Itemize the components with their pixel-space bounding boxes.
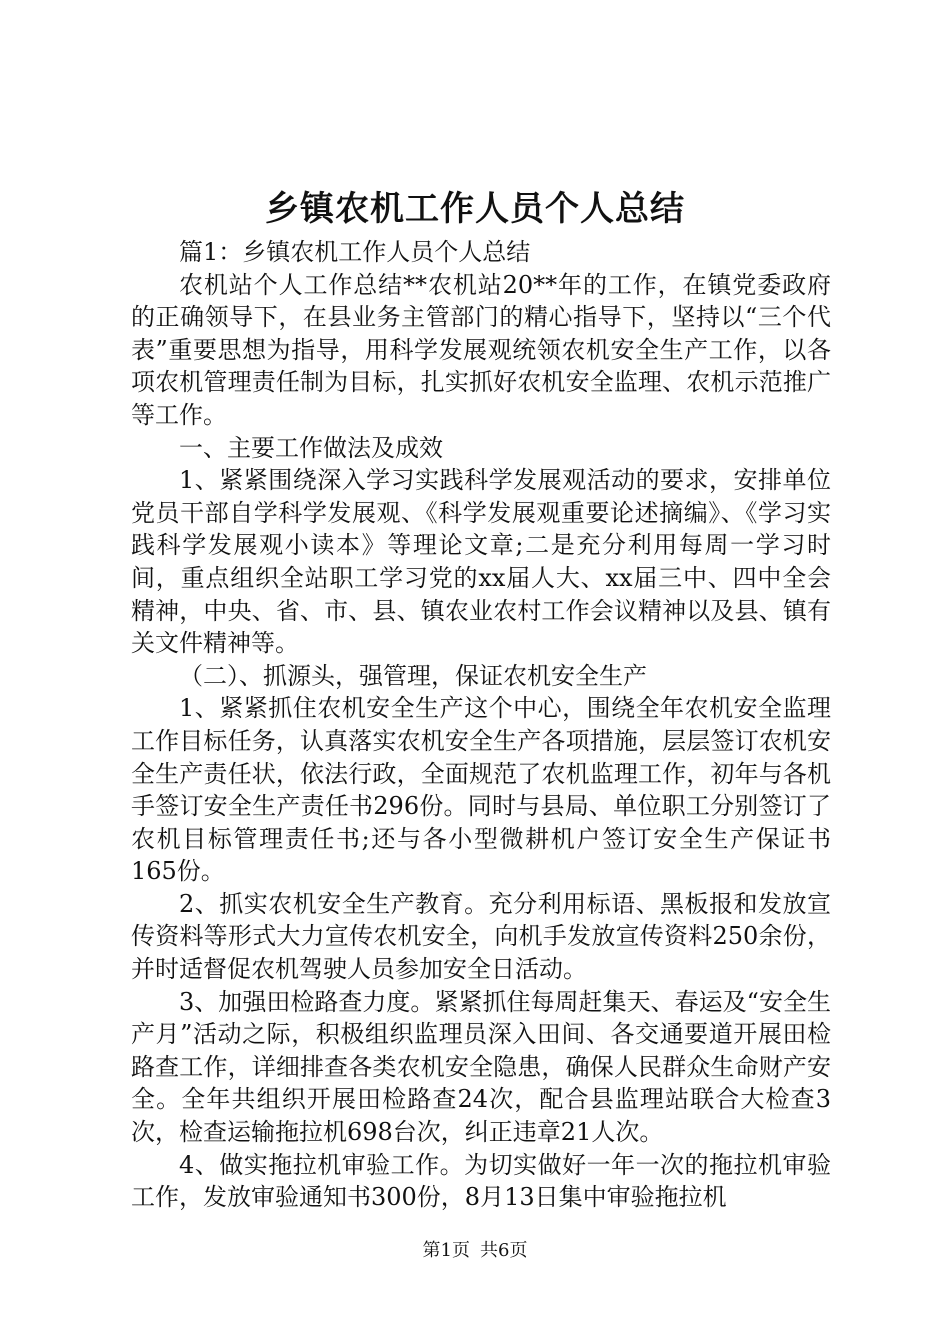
page-total: 共6页 [480,1240,528,1261]
paragraph: 1、紧紧围绕深入学习实践科学发展观活动的要求，安排单位党员干部自学科学发展观、《科学发展观重要论述摘编》、《学习实践科学发展观小读本》等理论文章;二是充分利用每周一学习时间，重点组织全站职工学习党的xx届人大、xx届三中、四中全会精神，中央、省、市、县、镇农业农村工作会议精神以及县、镇有关文件精神等。 [131,466,831,658]
section-heading: 篇1：乡镇农机工作人员个人总结 [179,238,531,266]
paragraph: 4、做实拖拉机审验工作。为切实做好一年一次的拖拉机审验工作，发放审验通知书300份，8月13日集中审验拖拉机 [131,1150,831,1212]
paragraph: 2、抓实农机安全生产教育。充分利用标语、黑板报和发放宣传资料等形式大力宣传农机安全，向机手发放宣传资料250余份，并时适督促农机驾驶人员参加安全日活动。 [131,889,831,984]
page-number: 第1页 [422,1240,470,1261]
document-body [131,236,831,1214]
page-footer [0,1238,950,1264]
paragraph: 3、加强田检路查力度。紧紧抓住每周赶集天、春运及“安全生产月”活动之际，积极组织监理员深入田间、各交通要道开展田检路查工作，详细排查各类农机安全隐患，确保人民群众生命财产安全。全年共组织开展田检路查24次，配合县监理站联合大检查3次，检查运输拖拉机698台次，纠正违章21人次。 [131,987,831,1147]
paragraph: 1、紧紧抓住农机安全生产这个中心，围绕全年农机安全监理工作目标任务，认真落实农机安全生产各项措施，层层签订农机安全生产责任状，依法行政，全面规范了农机监理工作，初年与各机手签订安全生产责任书296份。同时与县局、单位职工分别签订了农机目标管理责任书;还与各小型微耕机户签订安全生产保证书165份。 [131,694,831,886]
document-title: 乡镇农机工作人员个人总结 [265,189,685,229]
section-heading: （二）、抓源头，强管理，保证农机安全生产 [179,661,647,690]
section-heading: 一、主要工作做法及成效 [179,433,443,462]
paragraph: 农机站个人工作总结**农机站20**年的工作，在镇党委政府的正确领导下，在县业务主管部门的精心指导下，坚持以“三个代表”重要思想为指导，用科学发展观统领农机安全生产工作，以各项农机管理责任制为目标，扎实抓好农机安全监理、农机示范推广等工作。 [131,270,831,429]
